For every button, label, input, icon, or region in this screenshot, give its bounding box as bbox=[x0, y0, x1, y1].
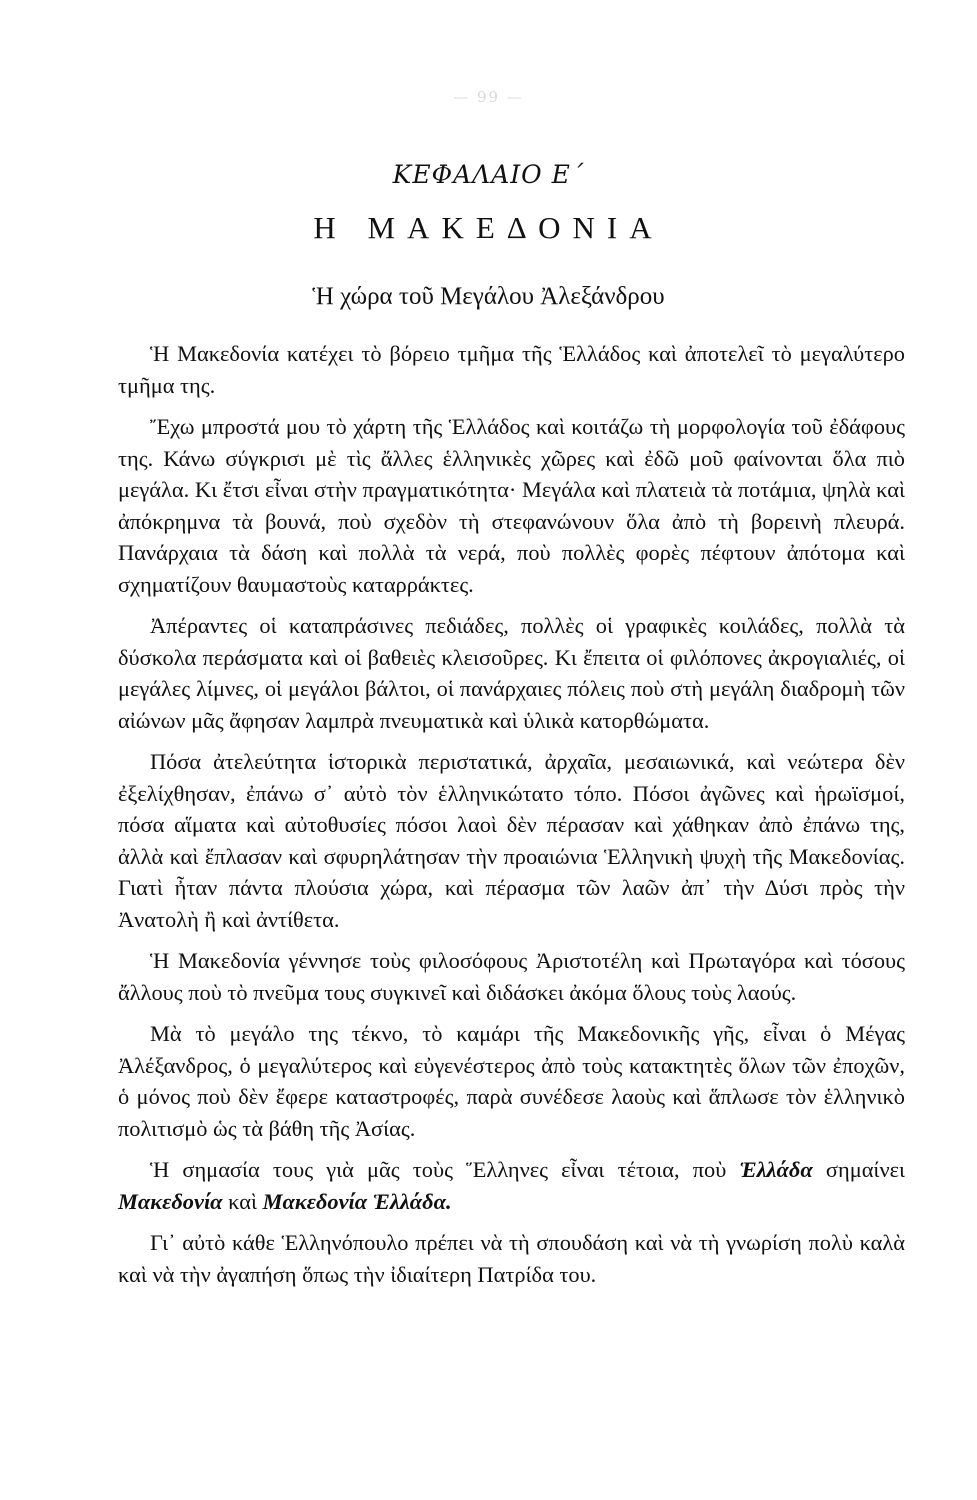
chapter-title: Η ΜΑΚΕΔΟΝΙΑ bbox=[313, 210, 664, 245]
paragraph-1: Ἡ Μακεδονία κατέχει τὸ βόρειο τμῆμα τῆς Ἑλλάδος καὶ ἀποτελεῖ τὸ μεγαλύτερο τμῆμα της. bbox=[118, 341, 905, 398]
paragraph-6: Μὰ τὸ μεγάλο της τέκνο, τὸ καμάρι τῆς Μακεδονικῆς γῆς, εἶναι ὁ Μέγας Ἀλέξανδρος, ὁ μεγαλύτερος καὶ εὐγενέστερος ἀπὸ τοὺς κατακτητὲς ὅλων τῶν ἐποχῶν, ὁ μόνος ποὺ δὲν ἔφερε καταστροφές, παρὰ συνέδεσε λαοὺς καὶ ἅπλωσε τὸν ἑλληνικὸ πολιτισμὸ ὡς τὰ βάθη τῆς Ἀσίας. bbox=[118, 1021, 905, 1141]
paragraph-7-mid-1: σημαίνει bbox=[812, 1157, 906, 1182]
emphasis-makedonia: Μακεδονία bbox=[118, 1188, 223, 1214]
emphasis-hellas: Ἑλλάδα bbox=[739, 1157, 813, 1182]
paragraph-7-mid-2: καὶ bbox=[222, 1188, 263, 1214]
paragraph-7-text: Ἡ σημασία τους γιὰ μᾶς τοὺς Ἕλληνες εἶναι τέτοια, ποὺ bbox=[150, 1157, 740, 1182]
page-number: — 99 — bbox=[453, 88, 524, 106]
chapter-label: ΚΕΦΑΛΑΙΟ Ε΄ bbox=[392, 160, 585, 189]
paragraph-5: Ἡ Μακεδονία γέννησε τοὺς φιλοσόφους Ἀριστοτέλη καὶ Πρωταγόρα καὶ τόσους ἄλλους ποὺ τὸ πνεῦμα τους συγκινεῖ καὶ διδάσκει ἀκόμα ὅλους τοὺς λαούς. bbox=[118, 948, 905, 1005]
paragraph-4: Πόσα ἀτελεύτητα ἱστορικὰ περιστατικά, ἀρχαῖα, μεσαιωνικά, καὶ νεώτερα δὲν ἐξελίχθησαν, ἐπάνω σ᾽ αὐτὸ τὸν ἑλληνικώτατο τόπο. Πόσοι ἀγῶνες καὶ ἡρωϊσμοί, πόσα αἵματα καὶ αὐτοθυσίες πόσοι λαοὶ δὲν πέρασαν καὶ χάθηκαν ἀπὸ ἐπάνω της, ἀλλὰ καὶ ἔπλασαν καὶ σφυρηλάτησαν τὴν προαιώνια Ἑλληνικὴ ψυχὴ τῆς Μακεδονίας. Γιατὶ ἦταν πάντα πλούσια χώρα, καὶ πέρασμα τῶν λαῶν ἀπ᾽ τὴν Δύσι πρὸς τὴν Ἀνατολὴ ἢ καὶ ἀντίθετα. bbox=[118, 749, 905, 932]
emphasis-makedonia-hellas: Μακεδονία Ἑλλάδα. bbox=[262, 1188, 452, 1214]
paragraph-3: Ἀπέραντες οἱ καταπράσινες πεδιάδες, πολλὲς οἱ γραφικὲς κοιλάδες, πολλὰ τὰ δύσκολα περάσματα καὶ οἱ βαθειὲς κλεισοῦρες. Κι ἔπειτα οἱ φιλόπονες ἀκρογιαλιές, οἱ μεγάλες λίμνες, οἱ μεγάλοι βάλτοι, οἱ πανάρχαιες πόλεις ποὺ στὴ μεγάλη διαδρομὴ τῶν αἰώνων μᾶς ἄφησαν λαμπρὰ πνευματικὰ καὶ ὑλικὰ κατορθώματα. bbox=[118, 613, 905, 733]
paragraph-2: Ἔχω μπροστά μου τὸ χάρτη τῆς Ἑλλάδος καὶ κοιτάζω τὴ μορφολογία τοῦ ἐδάφους της. Κάνω σύγκρισι μὲ τὶς ἄλλες ἑλληνικὲς χῶρες καὶ ἐδῶ μοῦ φαίνονται ὅλα πιὸ μεγάλα. Κι ἔτσι εἶναι στὴν πραγματικότητα· Μεγάλα καὶ πλατειὰ τὰ ποτάμια, ψηλὰ καὶ ἀπόκρημνα τὰ βουνά, ποὺ σχεδὸν τὴ στεφανώνουν ὅλα ἀπὸ τὴ βορεινὴ πλευρά. Πανάρχαια τὰ δάση καὶ πολλὰ τὰ νερά, ποὺ πολλὲς φορὲς πέφτουν ἀπότομα καὶ σχηματίζουν θαυμαστοὺς καταρράκτες. bbox=[118, 414, 905, 597]
chapter-subtitle: Ἡ χώρα τοῦ Μεγάλου Ἀλεξάνδρου bbox=[312, 283, 665, 310]
paragraph-7 bbox=[118, 1154, 905, 1217]
chapter-body bbox=[118, 338, 905, 1300]
paragraph-8: Γι᾽ αὐτὸ κάθε Ἑλληνόπουλο πρέπει νὰ τὴ σπουδάση καὶ νὰ τὴ γνωρίση πολὺ καλὰ καὶ νὰ τὴν ἀγαπήση ὅπως τὴν ἰδιαίτερη Πατρίδα του. bbox=[118, 1230, 905, 1287]
